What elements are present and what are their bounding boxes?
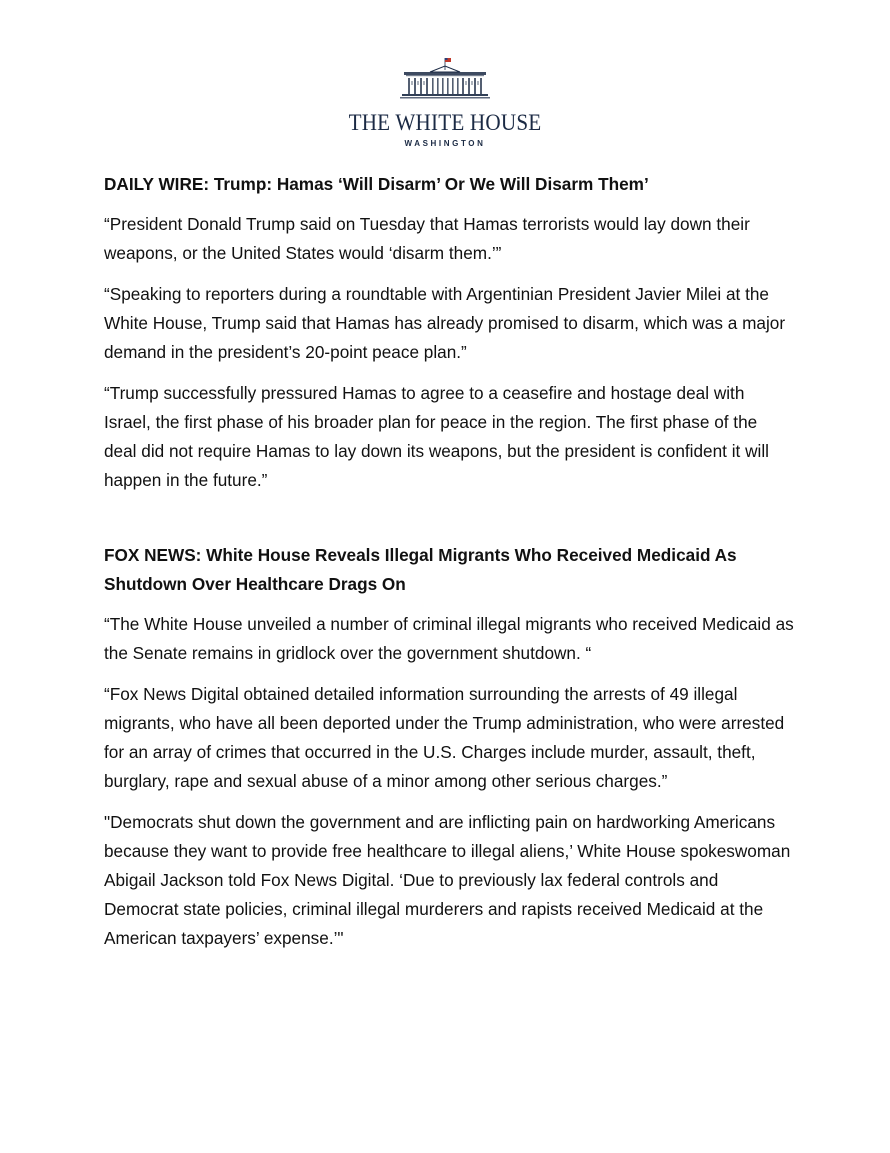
article-paragraph: “President Donald Trump said on Tuesday that Hamas terrorists would lay down their weapons, or the United States would ‘disarm them.’” — [104, 214, 750, 263]
article-headline: FOX NEWS: White House Reveals Illegal Migrants Who Received Medicaid As Shutdown Over Healthcare Drags On — [104, 545, 737, 594]
document-body — [104, 170, 794, 965]
organization-subtitle: WASHINGTON — [404, 139, 486, 148]
article-paragraph: “The White House unveiled a number of criminal illegal migrants who received Medicaid as the Senate remains in gridlock over the government shutdown. “ — [104, 614, 794, 663]
article-paragraph: “Speaking to reporters during a roundtable with Argentinian President Javier Milei at the White House, Trump said that Hamas has already promised to disarm, which was a major demand in the president’s 20-point peace plan.” — [104, 284, 786, 362]
article-daily-wire — [104, 170, 794, 495]
section-spacer — [104, 507, 794, 541]
article-headline: DAILY WIRE: Trump: Hamas ‘Will Disarm’ Or We Will Disarm Them’ — [104, 174, 649, 194]
article-fox-news — [104, 541, 794, 953]
article-paragraph: “Fox News Digital obtained detailed information surrounding the arrests of 49 illegal migrants, who have all been deported under the Trump administration, who were arrested for an array of crimes that occurred in the U.S. Charges include murder, assault, theft, burglary, rape and sexual abuse of a minor among other serious charges.” — [104, 684, 785, 791]
article-paragraph: “Trump successfully pressured Hamas to agree to a ceasefire and hostage deal with Israel, the first phase of his broader plan for peace in the region. The first phase of the deal did not require Hamas to lay down its weapons, but the president is confident it will happen in the future.” — [104, 383, 769, 490]
article-paragraph: "Democrats shut down the government and are inflicting pain on hardworking Americans because they want to provide free healthcare to illegal aliens,’ White House spokeswoman Abigail Jackson told Fox News Digital. ‘Due to previously lax federal controls and Democrat state policies, criminal illegal murderers and rapists received Medicaid at the American taxpayers’ expense.’" — [104, 812, 791, 948]
letterhead — [0, 56, 890, 148]
white-house-building-icon — [400, 56, 490, 102]
organization-name: THE WHITE HOUSE — [348, 110, 542, 135]
